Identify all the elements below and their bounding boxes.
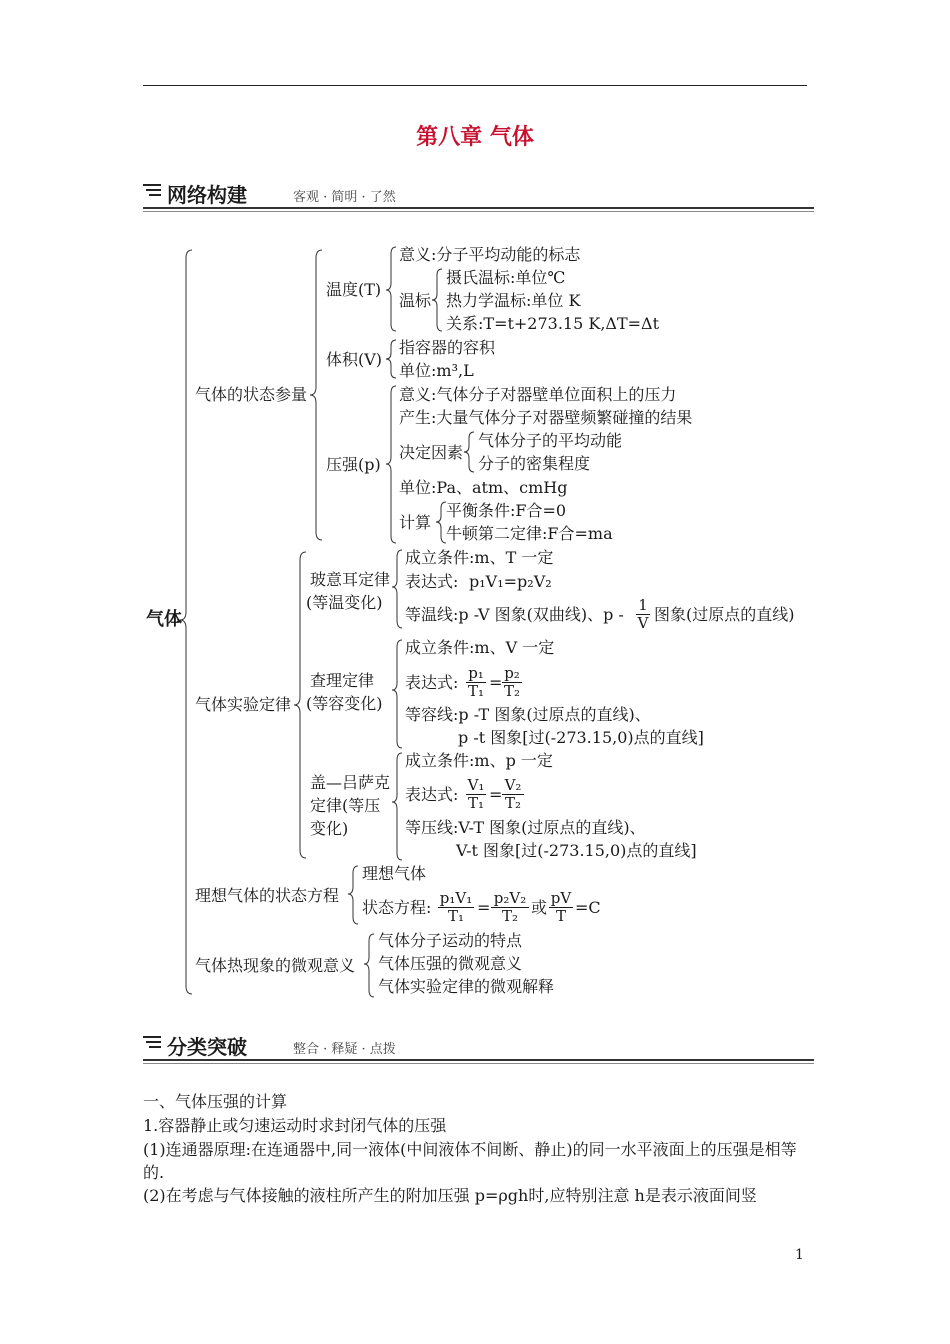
body-heading-1: 一、气体压强的计算 xyxy=(143,1092,288,1111)
node-exp-laws: 气体实验定律 xyxy=(195,695,292,714)
node-state-params: 气体的状态参量 xyxy=(195,385,308,404)
leaf-calc-1: 平衡条件:F合=0 xyxy=(446,501,567,520)
node-boyle-1: 玻意耳定律 xyxy=(310,570,391,589)
leaf-volume-unit: 单位:m³,L xyxy=(399,361,474,380)
node-pressure: 压强(p) xyxy=(326,455,381,474)
leaf-temp-relation: 关系:T=t+273.15 K,ΔT=Δt xyxy=(446,314,660,333)
chapter-title: 第八章 气体 xyxy=(416,124,534,150)
leaf-boyle-expr: p₁V₁=p₂V₂ xyxy=(469,572,552,591)
section-subtitle: 整合 · 释疑 · 点拨 xyxy=(293,1042,396,1057)
body-heading-2: 1.容器静止或匀速运动时求封闭气体的压强 xyxy=(143,1116,447,1135)
body-paragraph-1: (1)连通器原理:在连通器中,同一液体(中间液体不间断、静止)的同一水平液面上的压强是相等的. xyxy=(143,1140,797,1182)
leaf-charles-frac-1: $\frac{\text{p₁}}{\text{T₁}}$ xyxy=(467,664,485,700)
leaf-pressure-meaning: 意义:气体分子对器壁单位面积上的压力 xyxy=(399,385,677,404)
section-title: 网络构建 xyxy=(167,183,247,207)
node-temperature: 温度(T) xyxy=(326,280,382,299)
leaf-state-eq-prefix: 状态方程: xyxy=(362,898,432,917)
leaf-state-eq-or: 或 xyxy=(531,898,548,917)
section-title: 分类突破 xyxy=(167,1035,247,1059)
leaf-state-eq-frac-2: $\frac{\text{p₂V₂}}{\text{T₂}}$ xyxy=(491,890,529,925)
leaf-volume-meaning: 指容器的容积 xyxy=(399,338,496,357)
leaf-calc-2: 牛顿第二定律:F合=ma xyxy=(446,524,613,543)
node-temp-scales: 温标 xyxy=(399,291,432,310)
page-number: 1 xyxy=(795,1247,804,1263)
node-gay-lussac-3: 变化) xyxy=(310,819,349,838)
node-volume: 体积(V) xyxy=(326,350,383,369)
leaf-celsius: 摄氏温标:单位℃ xyxy=(446,268,566,287)
leaf-state-eq-suffix: =C xyxy=(575,898,601,917)
leaf-gay-cond: 成立条件:m、p 一定 xyxy=(405,751,553,770)
node-pressure-factors: 决定因素 xyxy=(399,443,464,462)
leaf-charles-frac-2: $\frac{\text{p₂}}{\text{T₂}}$ xyxy=(503,664,521,700)
leaf-micro-3: 气体实验定律的微观解释 xyxy=(378,977,555,996)
section-header-network xyxy=(143,178,814,208)
leaf-temp-meaning: 意义:分子平均动能的标志 xyxy=(399,245,581,264)
node-micro: 气体热现象的微观意义 xyxy=(195,956,356,975)
tree-root: 气体 xyxy=(146,609,182,630)
leaf-charles-eq: = xyxy=(489,673,503,692)
section-lines-icon xyxy=(143,1036,161,1054)
leaf-charles-cond: 成立条件:m、V 一定 xyxy=(405,638,555,657)
leaf-boyle-iso-suffix: 图象(过原点的直线) xyxy=(654,605,795,624)
leaf-state-eq-frac-1: $\frac{\text{p₁V₁}}{\text{T₁}}$ xyxy=(439,889,473,925)
leaf-factor-1: 气体分子的平均动能 xyxy=(478,431,623,450)
leaf-gay-eq: = xyxy=(489,785,503,804)
leaf-gay-frac-2: $\frac{\text{V₂}}{\text{T₂}}$ xyxy=(502,777,524,812)
node-boyle-2: (等温变化) xyxy=(306,593,383,612)
body-paragraph-2: (2)在考虑与气体接触的液柱所产生的附加压强 p=ρgh时,应特别注意 h是表示液面间竖 xyxy=(143,1186,757,1205)
leaf-micro-2: 气体压强的微观意义 xyxy=(378,954,523,973)
leaf-boyle-iso-prefix: 等温线:p -V 图象(双曲线)、p - xyxy=(405,605,624,624)
node-gay-lussac-1: 盖—吕萨克 xyxy=(310,773,391,792)
node-charles-1: 查理定律 xyxy=(310,671,375,690)
leaf-charles-expr-prefix: 表达式: xyxy=(405,673,459,692)
leaf-charles-line-2: p -t 图象[过(-273.15,0)点的直线] xyxy=(458,728,704,747)
node-pressure-calc: 计算 xyxy=(399,513,432,532)
leaf-gay-line-1: 等压线:V-T 图象(过原点的直线)、 xyxy=(405,818,646,837)
section-subtitle: 客观 · 简明 · 了然 xyxy=(293,190,396,205)
leaf-state-eq-eq: = xyxy=(477,898,491,917)
leaf-charles-line-1: 等容线:p -T 图象(过原点的直线)、 xyxy=(405,705,651,724)
node-ideal-gas: 理想气体的状态方程 xyxy=(195,886,340,905)
leaf-ideal-gas: 理想气体 xyxy=(362,864,427,883)
leaf-gay-frac-1: $\frac{\text{V₁}}{\text{T₁}}$ xyxy=(467,776,485,812)
section-header-classify xyxy=(143,1030,814,1060)
leaf-boyle-iso-frac: $\frac{1}{V}$ xyxy=(637,596,649,632)
leaf-gay-line-2: V-t 图象[过(-273.15,0)点的直线] xyxy=(456,841,697,860)
node-charles-2: (等容变化) xyxy=(306,694,383,713)
leaf-factor-2: 分子的密集程度 xyxy=(478,454,591,473)
leaf-kelvin: 热力学温标:单位 K xyxy=(446,291,581,310)
leaf-pressure-unit: 单位:Pa、atm、cmHg xyxy=(399,478,568,497)
leaf-micro-1: 气体分子运动的特点 xyxy=(378,931,523,950)
leaf-gay-expr-prefix: 表达式: xyxy=(405,785,459,804)
leaf-state-eq-frac-3: $\frac{pV}{T}$ xyxy=(550,889,572,925)
section-lines-icon xyxy=(143,184,161,202)
leaf-pressure-origin: 产生:大量气体分子对器壁频繁碰撞的结果 xyxy=(399,408,693,427)
leaf-boyle-expr-prefix: 表达式: xyxy=(405,572,459,591)
top-rule xyxy=(143,85,807,86)
node-gay-lussac-2: 定律(等压 xyxy=(310,796,381,815)
leaf-boyle-cond: 成立条件:m、T 一定 xyxy=(405,548,554,567)
